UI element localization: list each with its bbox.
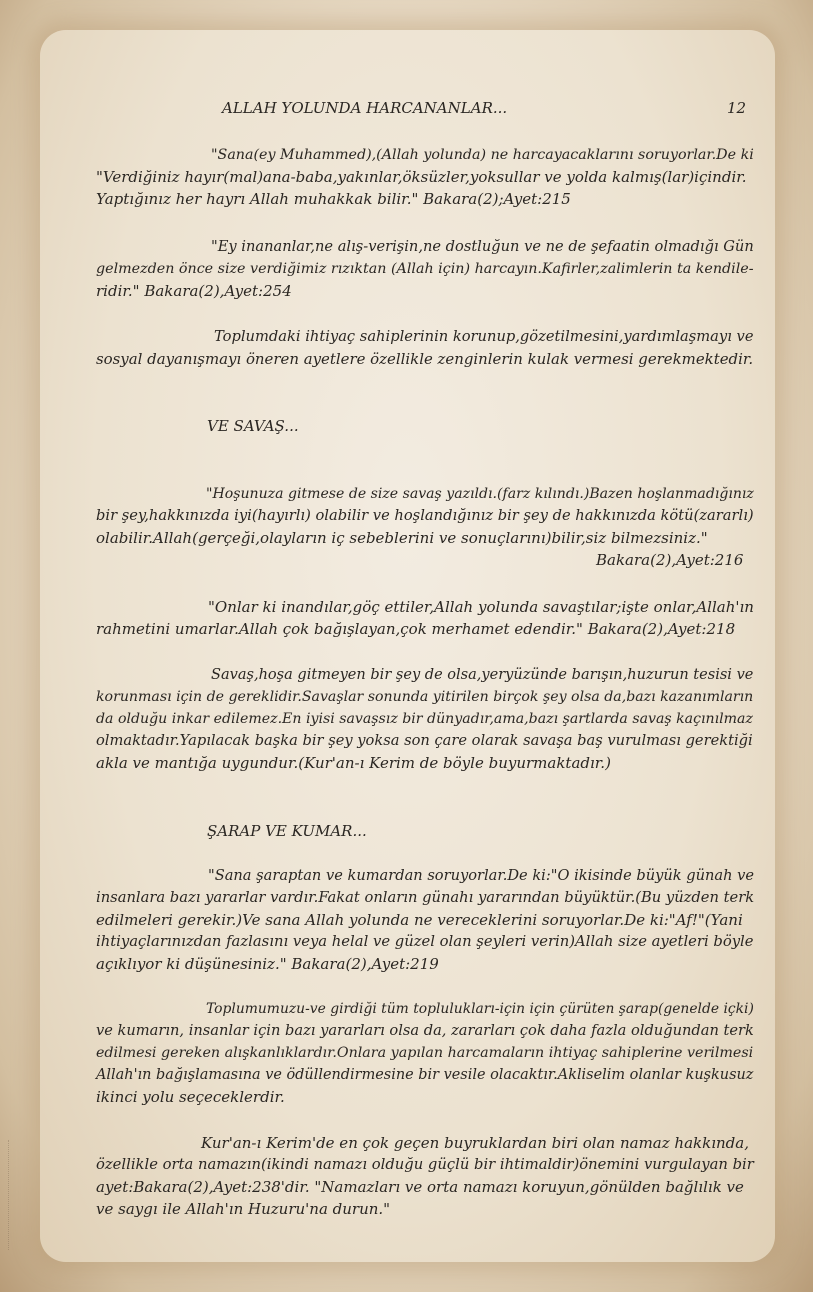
text-line: "Hoşunuza gitmese de size savaş yazıldı.(farz kılındı.)Bazen hoşlanmadığınız [206, 486, 754, 502]
text-line: da olduğu inkar edilemez.En iyisi savaşsız bir dünyadır,ama,bazı şartlarda savaş kaçınılmaz [96, 711, 753, 727]
text-line: Savaş,hoşa gitmeyen bir şey de olsa,yeryüzünde barışın,huzurun tesisi ve [211, 667, 754, 683]
quote-reference: Bakara(2),Ayet:216 [596, 551, 744, 569]
commentary-paragraph [96, 664, 754, 774]
quote-bakara-218 [96, 596, 754, 640]
text-line: edilmesi gereken alışkanlıklardır.Onlara yapılan harcamaların ihtiyaç sahiplerine verilmesi [96, 1045, 754, 1061]
text-line: ve kumarın, insanlar için bazı yararları olsa da, zararları çok daha fazla olduğundan terk [96, 1022, 754, 1039]
margin-mark [8, 1140, 23, 1250]
text-line: Kur'an-ı Kerim'de en çok geçen buyruklardan biri olan namaz hakkında, [201, 1134, 749, 1152]
text-line: ikinci yolu seçeceklerdir. [96, 1088, 285, 1106]
section-heading-savas: VE SAVAŞ... [207, 417, 299, 435]
text-line: bir şey,hakkınızda iyi(hayırlı) olabilir ve hoşlandığınız bir şey de hakkınızda kötü(zararlı) [96, 507, 754, 524]
text-line: ve saygı ile Allah'ın Huzuru'na durun." [96, 1200, 391, 1218]
commentary-paragraph [96, 998, 754, 1108]
text-line: Allah'ın bağışlamasına ve ödüllendirmesine bir vesile olacaktır.Akliselim olanlar kuşkusuz [96, 1067, 754, 1083]
text-line: rahmetini umarlar.Allah çok bağışlayan,çok merhamet edendir." Bakara(2),Ayet:218 [96, 620, 736, 638]
commentary-paragraph [96, 326, 754, 370]
text-line: sosyal dayanışmayı öneren ayetlere özellikle zenginlerin kulak vermesi gerekmektedir. [96, 350, 754, 368]
quote-bakara-215 [96, 144, 754, 210]
text-line: açıklıyor ki düşünesiniz." Bakara(2),Ayet:219 [96, 955, 439, 973]
text-line: ayet:Bakara(2),Ayet:238'dir. "Namazları ve orta namazı koruyun,gönülden bağlılık ve [96, 1178, 744, 1196]
page-number: 12 [727, 99, 747, 117]
text-line: olmaktadır.Yapılacak başka bir şey yoksa son çare olarak savaşa baş vurulması gerektiği [96, 732, 753, 749]
text-line: "Sana(ey Muhammed),(Allah yolunda) ne harcayacaklarını soruyorlar.De ki [211, 147, 754, 163]
quote-bakara-219 [96, 865, 754, 975]
text-line: insanlara bazı yararlar vardır.Fakat onların günahı yararından büyüktür.(Bu yüzden terk [96, 889, 755, 906]
running-header-title: ALLAH YOLUNDA HARCANANLAR... [222, 99, 508, 117]
text-line: Toplumumuzu-ve girdiği tüm toplulukları-için için çürüten şarap(genelde içki) [206, 1001, 754, 1017]
quote-bakara-254 [96, 236, 754, 302]
closing-paragraph [96, 1132, 754, 1220]
text-line: edilmeleri gerekir.)Ve sana Allah yolunda ne vereceklerini soruyorlar.De ki:"Af!"(Yani [96, 911, 743, 929]
text-line: "Sana şaraptan ve kumardan soruyorlar.De ki:"O ikisinde büyük günah ve [208, 867, 755, 884]
text-line: Yaptığınız her hayrı Allah muhakkak bilir." Bakara(2);Ayet:215 [96, 190, 571, 208]
text-line: ihtiyaçlarınızdan fazlasını veya helal ve güzel olan şeyleri verin)Allah size ayetleri böyle [96, 933, 754, 950]
text-line: gelmezden önce size verdiğimiz rızıktan (Allah için) harcayın.Kafirler,zalimlerin ta kendile- [96, 261, 754, 277]
text-line: olabilir.Allah(gerçeği,olayların iç sebeblerini ve sonuçlarını)bilir,siz bilmezsiniz." [96, 529, 708, 547]
text-line: ridir." Bakara(2),Ayet:254 [96, 282, 292, 300]
section-heading-sarap-kumar: ŞARAP VE KUMAR... [207, 822, 367, 840]
text-line: "Verdiğiniz hayır(mal)ana-baba,yakınlar,öksüzler,yoksullar ve yolda kalmış(lar)içindir. [96, 168, 747, 186]
text-line: Toplumdaki ihtiyaç sahiplerinin korunup,gözetilmesini,yardımlaşmayı ve [214, 328, 754, 345]
text-line: "Onlar ki inandılar,göç ettiler,Allah yolunda savaştılar;işte onlar,Allah'ın [208, 598, 754, 616]
text-line: akla ve mantığa uygundur.(Kur'an-ı Kerim de böyle buyurmaktadır.) [96, 754, 611, 772]
text-line: özellikle orta namazın(ikindi namazı olduğu güçlü bir ihtimaldir)önemini vurgulayan bir [96, 1156, 754, 1173]
text-line: korunması için de gereklidir.Savaşlar sonunda yitirilen birçok şey olsa da,bazı kazanımların [96, 689, 754, 705]
quote-bakara-216 [96, 483, 754, 549]
text-line: "Ey inananlar,ne alış-verişin,ne dostluğun ve ne de şefaatin olmadığı Gün [211, 238, 754, 255]
